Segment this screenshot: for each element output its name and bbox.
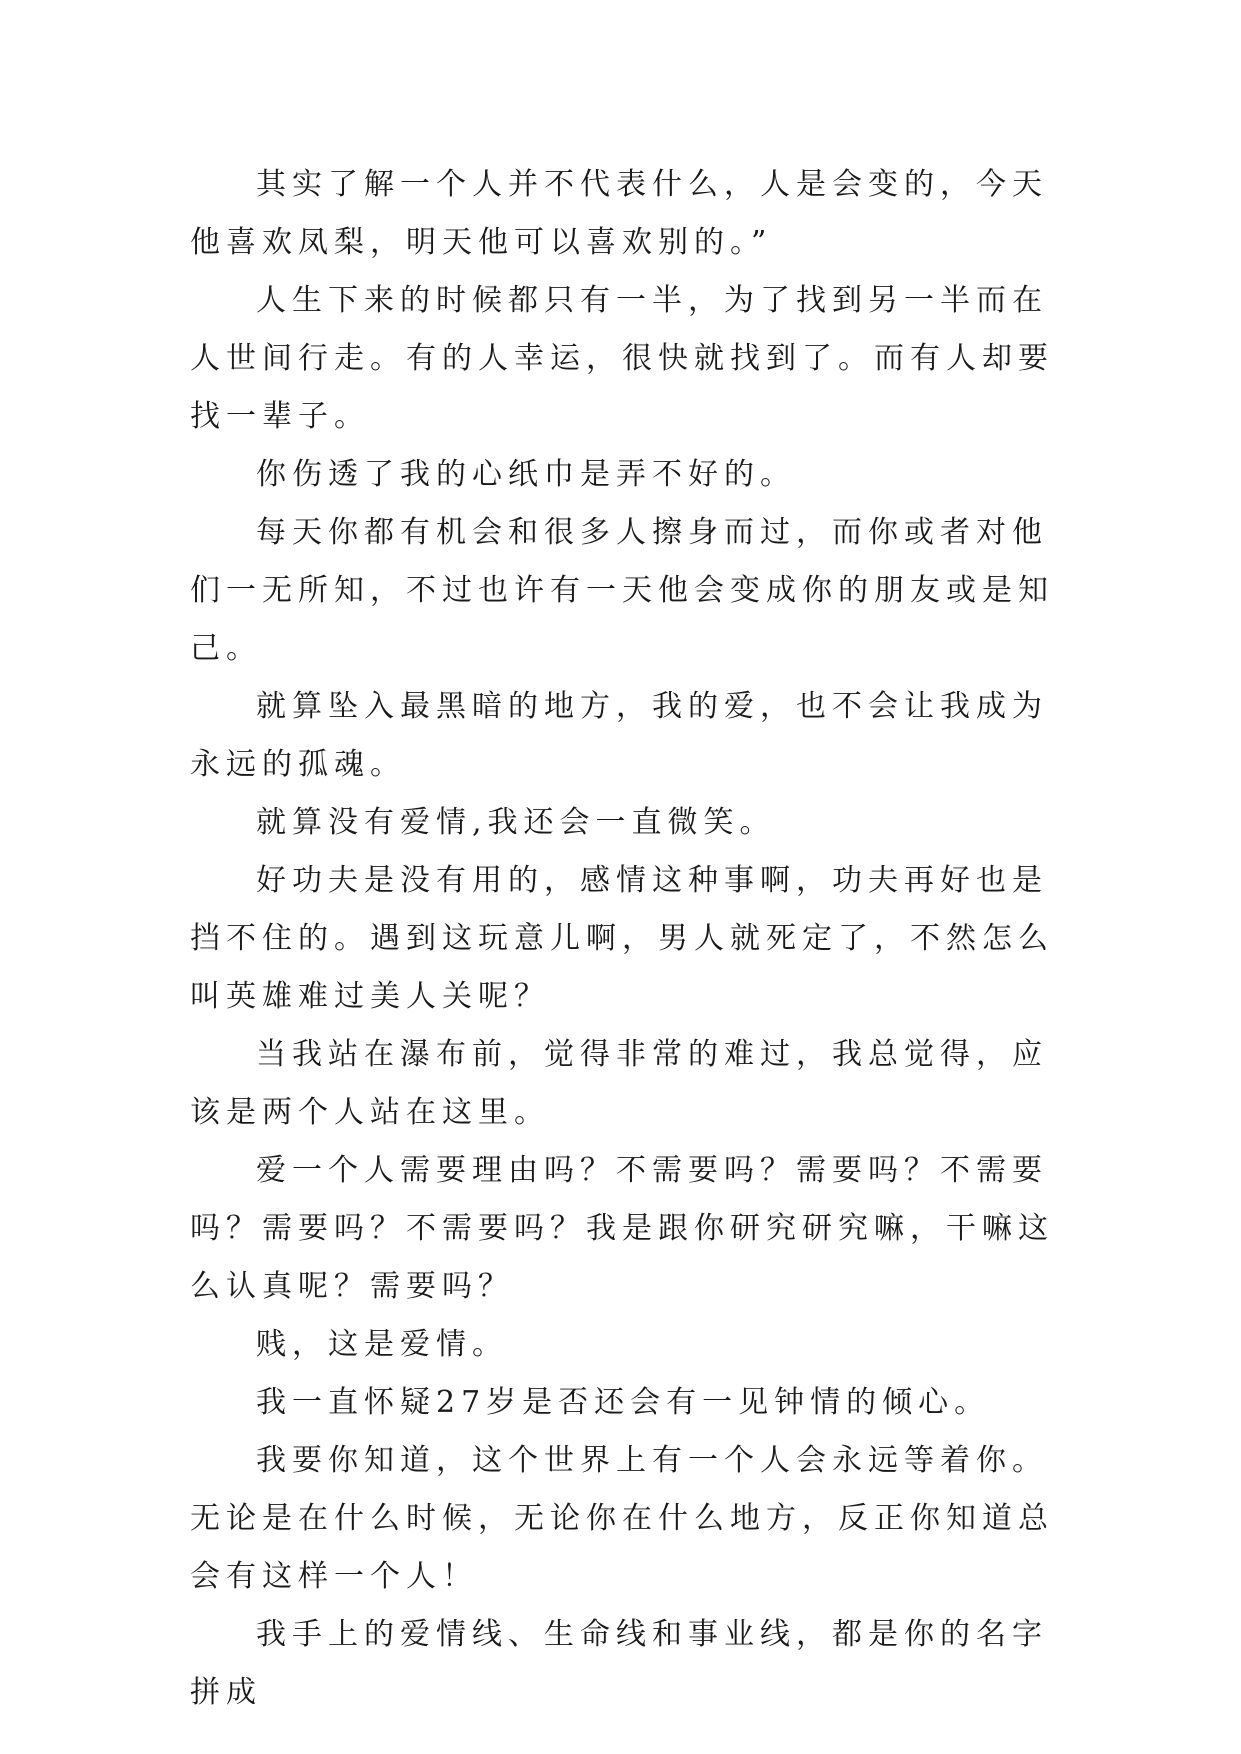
- paragraph: 其实了解一个人并不代表什么，人是会变的，今天他喜欢凤梨，明天他可以喜欢别的。”: [190, 167, 1048, 260]
- document-body: [190, 156, 1070, 1722]
- paragraph: 我手上的爱情线、生命线和事业线，都是你的名字拼成: [190, 1617, 1048, 1710]
- paragraph: 当我站在瀑布前，觉得非常的难过，我总觉得，应该是两个人站在这里。: [190, 1037, 1048, 1130]
- paragraph: 爱一个人需要理由吗？不需要吗？需要吗？不需要吗？需要吗？不需要吗？我是跟你研究研究嘛，干嘛这么认真呢？需要吗？: [190, 1153, 1054, 1304]
- paragraph: 人生下来的时候都只有一半，为了找到另一半而在人世间行走。有的人幸运，很快就找到了。而有人却要找一辈子。: [190, 283, 1054, 434]
- paragraph: 贱，这是爱情。: [256, 1327, 508, 1362]
- paragraph: 就算没有爱情,我还会一直微笑。: [256, 805, 776, 840]
- paragraph: 每天你都有机会和很多人擦身而过，而你或者对他们一无所知，不过也许有一天他会变成你的朋友或是知己。: [190, 515, 1054, 666]
- paragraph: 我要你知道，这个世界上有一个人会永远等着你。无论是在什么时候，无论你在什么地方，反正你知道总会有这样一个人！: [190, 1443, 1054, 1594]
- paragraph: 我一直怀疑27岁是否还会有一见钟情的倾心。: [256, 1385, 991, 1420]
- paragraph: 就算坠入最黑暗的地方，我的爱，也不会让我成为永远的孤魂。: [190, 689, 1048, 782]
- paragraph: 你伤透了我的心纸巾是弄不好的。: [256, 457, 796, 492]
- paragraph: 好功夫是没有用的，感情这种事啊，功夫再好也是挡不住的。遇到这玩意儿啊，男人就死定了，不然怎么叫英雄难过美人关呢？: [190, 863, 1054, 1014]
